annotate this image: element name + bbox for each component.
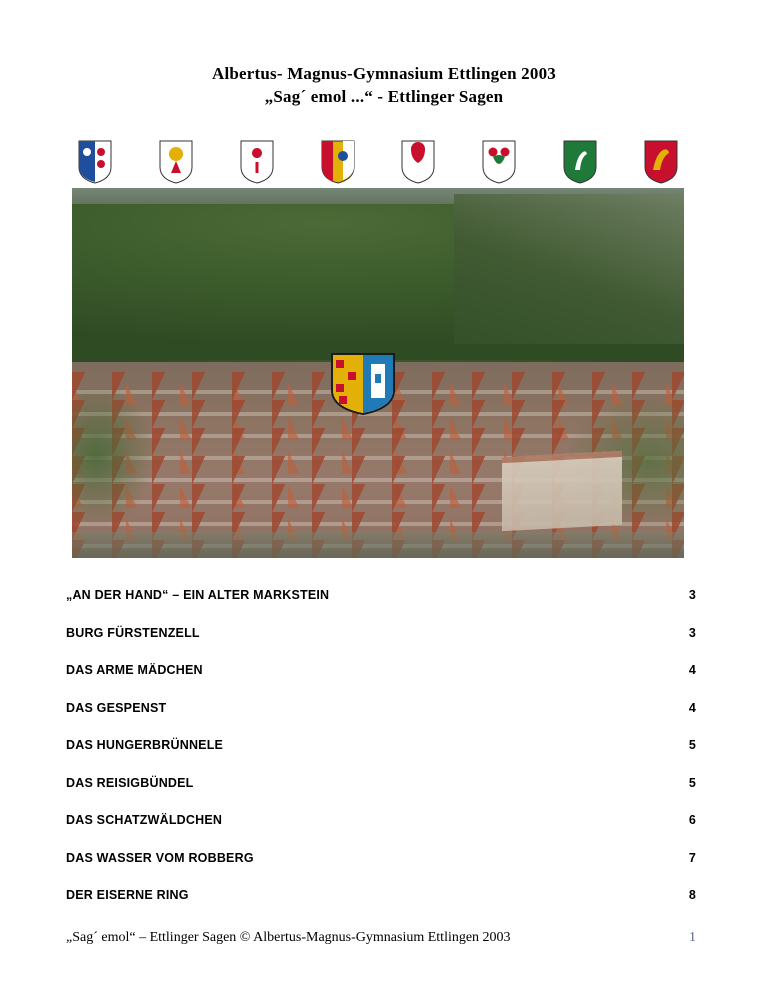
toc-entry-page: 4 — [688, 663, 696, 677]
crest-7-icon — [563, 140, 597, 184]
title-line-1: Albertus- Magnus-Gymnasium Ettlingen 2003 — [212, 64, 556, 83]
toc-entry[interactable] — [66, 738, 696, 776]
page-title — [0, 62, 768, 108]
toc-entry[interactable] — [66, 813, 696, 851]
toc-entry-title: BURG FÜRSTENZELL — [66, 625, 200, 640]
toc-entry-page: 6 — [688, 813, 696, 827]
title-line-2: „Sag´ emol ...“ - Ettlinger Sagen — [264, 87, 504, 106]
toc-entry[interactable] — [66, 776, 696, 814]
photo-foreground — [72, 532, 684, 558]
toc-entry-page: 3 — [688, 588, 696, 602]
toc-entry[interactable] — [66, 626, 696, 664]
toc-entry-title: DAS GESPENST — [66, 700, 167, 715]
toc-entry[interactable] — [66, 888, 696, 926]
footer-page-number: 1 — [689, 930, 696, 945]
toc-entry[interactable] — [66, 701, 696, 739]
toc-entry-title: DAS SCHATZWÄLDCHEN — [66, 813, 223, 827]
crest-row — [72, 136, 684, 188]
crest-2-icon — [159, 140, 193, 184]
toc-entry-page: 5 — [688, 738, 696, 752]
page-footer — [66, 930, 696, 946]
cover-photo — [72, 136, 684, 558]
toc-entry-title: DAS WASSER VOM ROBBERG — [66, 850, 254, 865]
footer-text: „Sag´ emol“ – Ettlinger Sagen © Albertus-Magnus-Gymnasium Ettlingen 2003 — [66, 930, 511, 945]
toc-entry-page: 3 — [688, 625, 696, 640]
toc-entry-title: „AN DER HAND“ – EIN ALTER MARKSTEIN — [66, 588, 330, 602]
toc-entry-title: DAS REISIGBÜNDEL — [66, 775, 194, 790]
toc-entry[interactable] — [66, 851, 696, 889]
crest-1-icon — [78, 140, 112, 184]
toc-entry-title: DAS ARME MÄDCHEN — [66, 663, 203, 677]
toc-entry-page: 5 — [688, 775, 696, 790]
toc-entry-page: 4 — [688, 700, 696, 715]
toc-entry-title: DER EISERNE RING — [66, 888, 189, 902]
crest-3-icon — [240, 140, 274, 184]
photo-large-building — [502, 451, 622, 531]
toc-entry-page: 8 — [688, 888, 696, 902]
toc-entry[interactable] — [66, 663, 696, 701]
toc-entry[interactable] — [66, 588, 696, 626]
ettlingen-coat-of-arms-icon — [330, 352, 396, 416]
crest-4-icon — [321, 140, 355, 184]
photo-right-slope — [454, 194, 684, 344]
crest-8-icon — [644, 140, 678, 184]
crest-5-icon — [401, 140, 435, 184]
table-of-contents — [66, 588, 696, 926]
toc-entry-page: 7 — [688, 850, 696, 865]
toc-entry-title: DAS HUNGERBRÜNNELE — [66, 738, 224, 752]
crest-6-icon — [482, 140, 516, 184]
